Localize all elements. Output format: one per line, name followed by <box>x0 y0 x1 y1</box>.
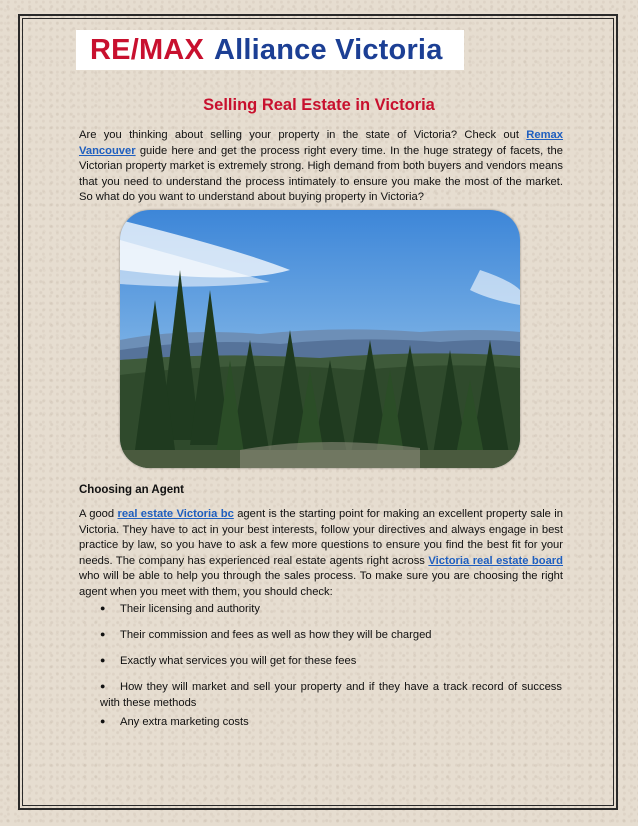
list-item-text: How they will market and sell your property and if they have a track record of success with these methods <box>100 681 562 709</box>
list-item <box>100 627 562 644</box>
intro-text-2: guide here and get the process right every time. In the huge strategy of facets, the Victorian property market is extremely strong. High demand from both buyers and vendors means that you need to understand the process intimately to ensure you make the most of the market. So what do you want to understand about buying property in Victoria? <box>79 144 563 203</box>
list-item <box>100 714 562 731</box>
logo-slash: / <box>130 33 139 66</box>
real-estate-victoria-bc-link[interactable]: real estate Victoria bc <box>117 508 234 520</box>
list-item <box>100 679 562 711</box>
logo-max: MAX <box>138 33 204 66</box>
bullet-icon: ● <box>100 681 106 691</box>
list-item-text: Any extra marketing costs <box>120 716 249 728</box>
agent-text-3: who will be able to help you through the sales process. To make sure you are choosing the right agent when you meet with them, you should check: <box>79 570 563 598</box>
page-title: Selling Real Estate in Victoria <box>203 96 435 114</box>
landscape-photo <box>120 210 520 468</box>
bullet-icon: ● <box>100 716 106 726</box>
intro-paragraph <box>79 128 563 206</box>
list-item-text: Their commission and fees as well as how they will be charged <box>120 629 432 641</box>
agent-text-1: A good <box>79 508 118 520</box>
bullet-icon: ● <box>100 655 106 665</box>
remax-vancouver-link[interactable]: Remax Vancouver <box>79 129 563 157</box>
remax-logo <box>76 30 464 70</box>
bullet-icon: ● <box>100 603 106 613</box>
logo-re: RE <box>90 33 131 66</box>
agent-text-2: agent is the starting point for making an excellent property sale in Victoria. They have to act in your best interests, follow your directives and always engage in best practice by law, so you have to ask a few more questions to ensure you find the best fit for your needs. The company has experienced real estate agents right across <box>79 508 563 567</box>
list-item-text: Exactly what services you will get for these fees <box>120 655 357 667</box>
list-item <box>100 653 562 670</box>
intro-text-1: Are you thinking about selling your property in the state of Victoria? Check out <box>79 129 527 141</box>
bullet-icon: ● <box>100 629 106 639</box>
list-item-text: Their licensing and authority <box>120 603 260 615</box>
logo-brand: Alliance Victoria <box>214 33 443 66</box>
agent-paragraph <box>79 507 563 600</box>
victoria-real-estate-board-link[interactable]: Victoria real estate board <box>428 554 563 567</box>
list-item <box>100 601 562 618</box>
section-heading: Choosing an Agent <box>79 484 184 496</box>
